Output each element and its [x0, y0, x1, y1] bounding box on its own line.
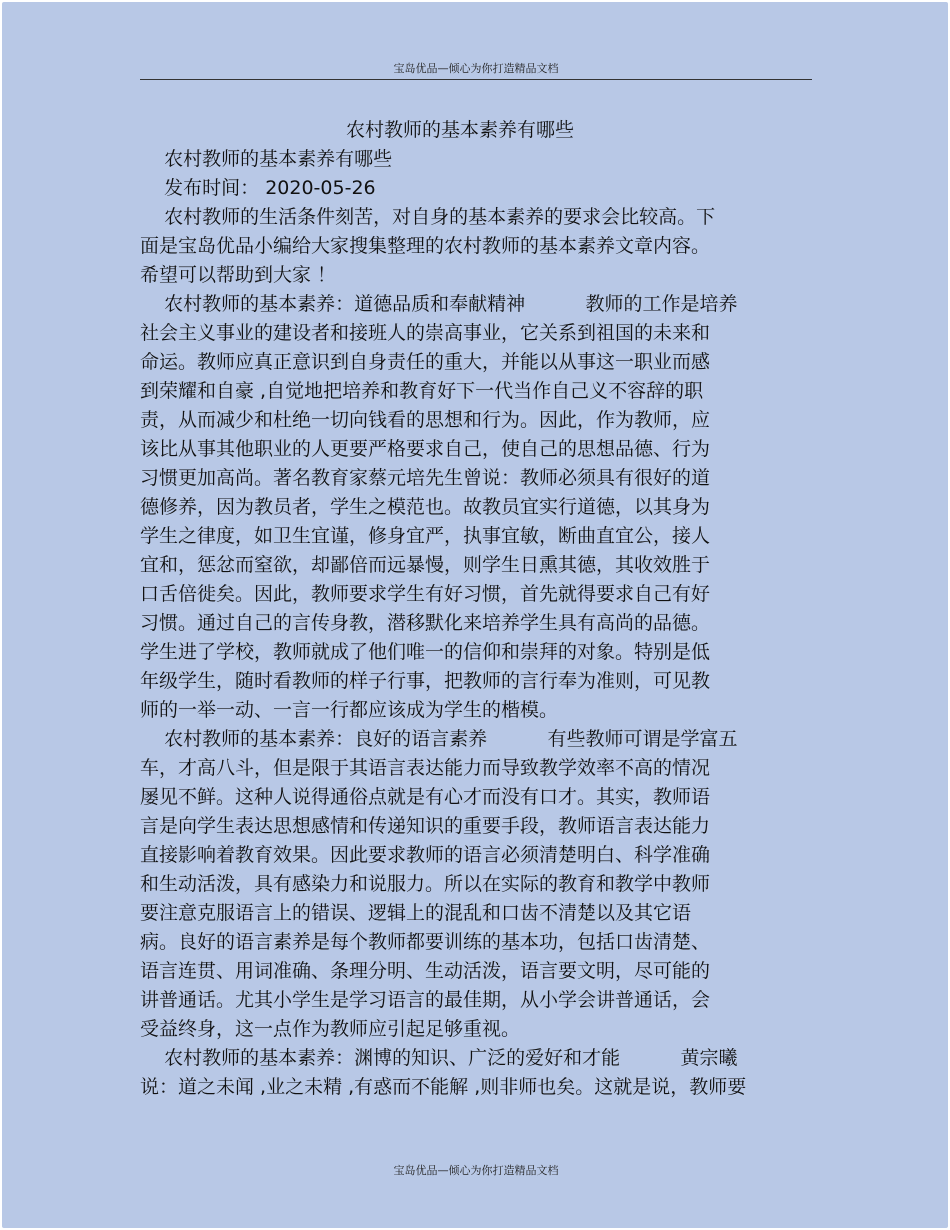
text-line: 德修养，因为教员者，学生之模范也。故教员宜实行道德，以其身为 [140, 496, 711, 518]
text-line: 语言连贯、用词准确、条理分明、生动活泼，语言要文明，尽可能的 [140, 960, 711, 982]
text-line: 屡见不鲜。这种人说得通俗点就是有心才而没有口才。其实，教师语 [140, 786, 711, 808]
text-line: 命运。教师应真正意识到自身责任的重大，并能以从事这一职业而感 [140, 351, 711, 373]
text-line: 农村教师的生活条件刻苦，对自身的基本素养的要求会比较高。下 [140, 206, 716, 228]
page-header: 宝岛优品—倾心为你打造精品文档 [393, 62, 559, 75]
text-line: 发布时间： 2020-05-26 [140, 177, 376, 199]
document-body [140, 116, 810, 1102]
text-line: 学生进了学校，教师就成了他们唯一的信仰和崇拜的对象。特别是低 [140, 641, 711, 663]
text-line: 受益终身，这一点作为教师应引起足够重视。 [140, 1018, 521, 1040]
document-page [2, 2, 948, 1228]
text-line: 病。良好的语言素养是每个教师都要训练的基本功，包括口齿清楚、 [140, 931, 711, 953]
text-line: 该比从事其他职业的人更要严格要求自己，使自己的思想品德、行为 [140, 438, 711, 460]
text-line: 年级学生，随时看教师的样子行事，把教师的言行奉为准则，可见教 [140, 670, 711, 692]
text-line: 希望可以帮助到大家 ！ [140, 264, 337, 286]
text-line: 到荣耀和自豪 ,自觉地把培养和教育好下一代当作自己义不容辞的职 [140, 380, 704, 402]
text-line: 要注意克服语言上的错误、逻辑上的混乱和口齿不清楚以及其它语 [140, 902, 692, 924]
text-line: 农村教师的基本素养：良好的语言素养 有些教师可谓是学富五 [140, 728, 738, 750]
text-line: 车，才高八斗，但是限于其语言表达能力而导致教学效率不高的情况 [140, 757, 711, 779]
text-line: 口舌倍徙矣。因此，教师要求学生有好习惯，首先就得要求自己有好 [140, 583, 711, 605]
text-line: 农村教师的基本素养有哪些 [140, 148, 393, 170]
text-line: 习惯更加高尚。著名教育家蔡元培先生曾说：教师必须具有很好的道 [140, 467, 711, 489]
text-line: 师的一举一动、一言一行都应该成为学生的楷模。 [140, 699, 559, 721]
text-line: 和生动活泼，具有感染力和说服力。所以在实际的教育和教学中教师 [140, 873, 711, 895]
text-line: 农村教师的基本素养：渊博的知识、广泛的爱好和才能 黄宗曦 [140, 1047, 738, 1069]
document-title: 农村教师的基本素养有哪些 [345, 119, 574, 141]
header-divider [140, 79, 812, 80]
text-line: 宜和，惩忿而窒欲，却鄙倍而远暴慢，则学生日熏其德，其收效胜于 [140, 554, 711, 576]
text-line: 责，从而减少和杜绝一切向钱看的思想和行为。因此，作为教师，应 [140, 409, 711, 431]
text-line: 面是宝岛优品小编给大家搜集整理的农村教师的基本素养文章内容。 [140, 235, 711, 257]
text-line: 讲普通话。尤其小学生是学习语言的最佳期，从小学会讲普通话，会 [140, 989, 711, 1011]
text-line: 言是向学生表达思想感情和传递知识的重要手段，教师语言表达能力 [140, 815, 711, 837]
text-line: 直接影响着教育效果。因此要求教师的语言必须清楚明白、科学准确 [140, 844, 711, 866]
page-footer: 宝岛优品—倾心为你打造精品文档 [393, 1164, 559, 1177]
text-line: 说：道之未闻 ,业之未精 ,有惑而不能解 ,则非师也矣。这就是说，教师要 [140, 1076, 747, 1098]
text-line: 学生之律度，如卫生宜谨，修身宜严，执事宜敏，断曲直宜公，接人 [140, 525, 711, 547]
text-line: 习惯。通过自己的言传身教，潜移默化来培养学生具有高尚的品德。 [140, 612, 711, 634]
text-line: 社会主义事业的建设者和接班人的崇高事业，它关系到祖国的未来和 [140, 322, 711, 344]
text-line: 农村教师的基本素养：道德品质和奉献精神 教师的工作是培养 [140, 293, 738, 315]
